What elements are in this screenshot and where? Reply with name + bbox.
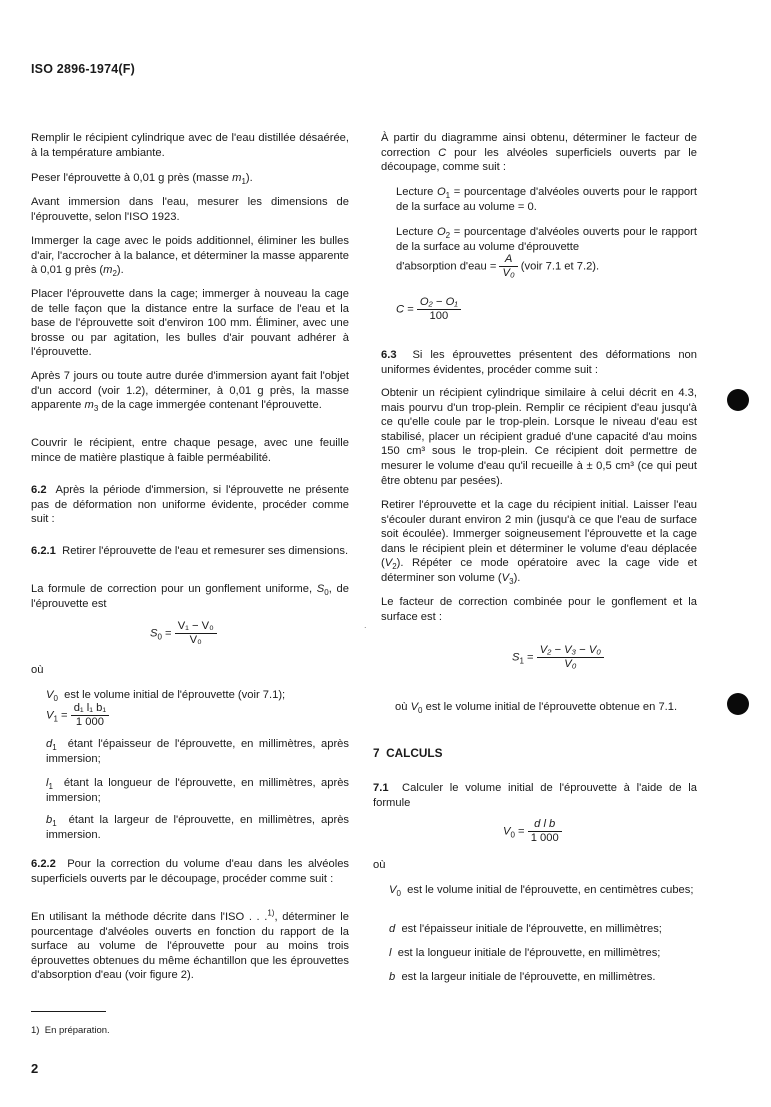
paragraph: Immerger la cage avec le poids additionnel, éliminer les bulles d'air, l'accrocher à la balance, et déterminer la masse apparente à 0,01 g près $(m_2)$. bbox=[31, 235, 349, 279]
definition-v0: $V_0$ est le volume initial de l'éprouvette, en centimètres cubes; bbox=[389, 884, 694, 899]
paragraph: Retirer l'éprouvette et la cage du récipient initial. Laisser l'eau s'écouler durant environ 2 min (jusqu'à ce que l'eau de surface soit écoulée). Immerger soigneusement l'éprouvette et la cage dans le récipient plein et déterminer le volume d'eau déplacée $(V_2)$. Répéter ce mode opératoire avec la cage vide et déterminer son volume $(V_3)$. bbox=[381, 499, 697, 587]
punch-hole-mark bbox=[727, 389, 749, 411]
definition-d: d est l'épaisseur initiale de l'éprouvette, en millimètres; bbox=[389, 923, 662, 935]
section-6-3: 6.3 Si les éprouvettes présentent des déformations non uniformes évidentes, procéder comme suit : bbox=[381, 349, 697, 376]
formula-v1: $V_1$ = $\frac{\text{d₁ l₁ b₁}}{1 000}$ bbox=[46, 702, 109, 729]
formula-c: C = $\frac{\text{O₂ − O₁}}{100}$ bbox=[396, 296, 461, 323]
lecture-o1: Lecture $O_1$ = pourcentage d'alvéoles ouverts pour le rapport de la surface au volume = 0. bbox=[396, 186, 697, 213]
section-6-2-1: 6.2.1 Retirer l'éprouvette de l'eau et remesurer ses dimensions. bbox=[31, 545, 349, 557]
margin-mark: . bbox=[364, 620, 367, 630]
formula-s0: $S_0$ = $\frac{\text{V₁ − V₀}}{\text{V₀}}$ bbox=[150, 620, 217, 647]
footnote-rule bbox=[31, 1011, 106, 1012]
section-6-2-2: 6.2.2 Pour la correction du volume d'eau dans les alvéoles superficiels ouverts par le découpage, procéder comme suit : bbox=[31, 858, 350, 885]
definition-b: b est la largeur initiale de l'éprouvette, en millimètres. bbox=[389, 971, 656, 983]
section-7-1: 7.1 Calculer le volume initial de l'éprouvette à l'aide de la formule bbox=[373, 782, 697, 809]
paragraph: La formule de correction pour un gonflement uniforme, $S_0$, de l'éprouvette est bbox=[31, 583, 349, 610]
paragraph: Le facteur de correction combinée pour le gonflement et la surface est : bbox=[381, 596, 697, 623]
paragraph: où $V_0$ est le volume initial de l'éprouvette obtenue en 7.1. bbox=[395, 701, 678, 716]
document-header: ISO 2896-1974(F) bbox=[31, 62, 135, 76]
section-7-heading: 7 CALCULS bbox=[373, 746, 443, 760]
label-ou: où bbox=[31, 664, 44, 676]
paragraph: Remplir le récipient cylindrique avec de l'eau distillée désaérée, à la température ambiante. bbox=[31, 132, 349, 159]
formula-v0: $V_0$ = $\frac{\text{d l b}}{1 000}$ bbox=[503, 818, 562, 845]
definition-l1: $l_1$ étant la longueur de l'éprouvette, en millimètres, après immersion; bbox=[46, 777, 350, 804]
paragraph: En utilisant la méthode décrite dans l'ISO . . .$^{1)}$, déterminer le pourcentage d'alvéoles ouverts en fonction du rapport de la surface au volume de l'éprouvette pour au moins trois éprouvettes obtenues du même échantillon que les éprouvettes d'absorption d'eau (voir figure 2). bbox=[31, 908, 349, 982]
definition-b1: $b_1$ étant la largeur de l'éprouvette, en millimètres, après immersion. bbox=[46, 814, 350, 841]
paragraph: Placer l'éprouvette dans la cage; immerger à nouveau la cage de telle façon que la distance entre la surface de l'eau et la base de l'éprouvette soit d'environ 100 mm. Éliminer, avec une brosse ou par agitation, les bulles d'air pouvant adhérer à l'éprouvette. bbox=[31, 288, 349, 359]
paragraph: À partir du diagramme ainsi obtenu, déterminer le facteur de correction C pour les alvéoles superficiels ouverts par le découpage, comme suit : bbox=[381, 132, 697, 174]
label-ou: où bbox=[373, 859, 386, 871]
lecture-o2-ratio: d'absorption d'eau = $\frac{A}{\text{V₀}}$ (voir 7.1 et 7.2). bbox=[396, 253, 600, 279]
definition-l: l est la longueur initiale de l'éprouvette, en millimètres; bbox=[389, 947, 661, 959]
lecture-o2: Lecture $O_2$ = pourcentage d'alvéoles ouverts pour le rapport de la surface au volume d'éprouvette bbox=[396, 226, 697, 253]
punch-hole-mark bbox=[727, 693, 749, 715]
formula-s1: $S_1$ = $\frac{\text{V₂ − V₃ − V₀}}{\text{V₀}}$ bbox=[512, 644, 604, 671]
definition-v0: $V_0$ est le volume initial de l'éprouvette (voir 7.1); bbox=[46, 689, 286, 704]
left-column bbox=[31, 131, 349, 160]
footnote: 1) En préparation. bbox=[31, 1025, 110, 1036]
paragraph: Avant immersion dans l'eau, mesurer les dimensions de l'éprouvette, selon l'ISO 1923. bbox=[31, 196, 349, 223]
paragraph: Peser l'éprouvette à 0,01 g près (masse $m_1$). bbox=[31, 172, 253, 187]
paragraph: Obtenir un récipient cylindrique similaire à celui décrit en 4.3, mais pourvu d'un trop-plein. Remplir ce récipient d'eau jusqu'à ce qu'elle coule par le trop-plein. Lorsque le niveau d'eau est stabilisé, placer un récipient gradué d'une capacité d'au moins 150 cm³ sous le trop-plein. Ce récipient doit permettre de mesurer le volume d'eau qu'il recueille à ± 0,5 cm³ (ce qui peut être obtenu par pesées). bbox=[381, 387, 697, 487]
page-number: 2 bbox=[31, 1061, 39, 1076]
paragraph: Après 7 jours ou toute autre durée d'immersion ayant fait l'objet d'un accord (voir 1.2), déterminer, à 0,01 g près, la masse apparente $m_3$ de la cage immergée contenant l'éprouvette. bbox=[31, 370, 349, 414]
paragraph: Couvrir le récipient, entre chaque pesage, avec une feuille mince de matière plastique à faible perméabilité. bbox=[31, 437, 349, 464]
definition-d1: $d_1$ étant l'épaisseur de l'éprouvette, en millimètres, après immersion; bbox=[46, 738, 350, 765]
section-6-2: 6.2 Après la période d'immersion, si l'éprouvette ne présente pas de déformation non uniforme évidente, procéder comme suit : bbox=[31, 484, 349, 526]
